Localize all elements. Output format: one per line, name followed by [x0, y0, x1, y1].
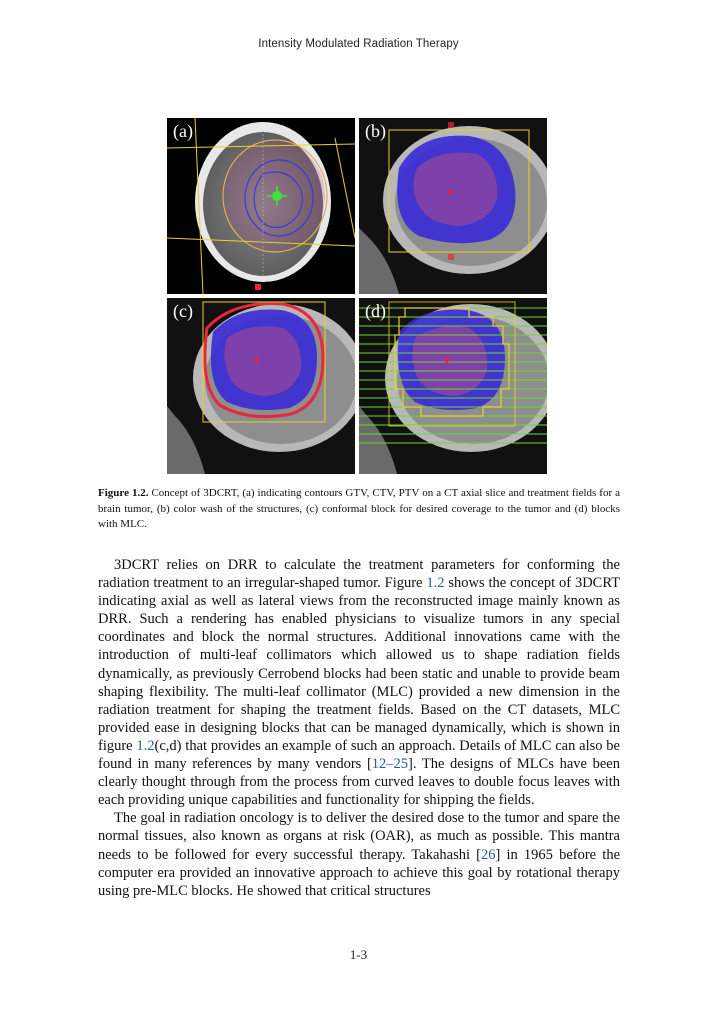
- paragraph-2-text-2: ] in 1965 before the computer era provided an innovative approach to achieve this goal by rotational therapy using pre-MLC blocks. He showed that critical structures: [98, 846, 620, 899]
- panel-a-ct-axial: [167, 118, 355, 294]
- figure-reference-link[interactable]: 1.2: [426, 575, 445, 592]
- paragraph-1-text-1: 3DCRT relies on DRR to calculate the treatment parameters for conforming the radiation treatment to an irregular-shaped tumor. Figure: [98, 557, 620, 592]
- caption-label: Figure 1.2.: [98, 487, 149, 499]
- paragraph-1-text-3: (c,d) that provides an example of such an approach. Details of MLC can also be found in many references by many vendors [: [98, 737, 620, 773]
- panel-label-c: (c): [173, 301, 193, 321]
- paragraph-1-text-4: ]. The designs of MLCs have been clearly thought through from the process from curved leaves to double focus leaves with each providing unique capabilities and functionality for shipping the fields.: [98, 756, 620, 809]
- isocenter-marker: [445, 358, 450, 363]
- paragraph-1: [98, 556, 620, 809]
- gtv-color-wash: [224, 326, 301, 396]
- figure-caption: [98, 486, 620, 533]
- figure-reference-link[interactable]: 1.2: [136, 737, 155, 754]
- citation-link[interactable]: 12–25: [371, 756, 409, 773]
- citation-link[interactable]: 26: [481, 846, 496, 863]
- paragraph-1-text-2: shows the concept of 3DCRT indicating axial as well as lateral views from the reconstructed image mainly known as DRR. Such a rendering has enabled physicians to visualize tumors in any special coordinates and block the normal structures. Additional innovations came with the introduction of multi-leaf collimators which allowed us to shape radiation fields dynamically, as previously Cerrobend blocks had been static and unable to provide beam shaping flexibility. The multi-leaf collimator (MLC) provided a new dimension in the radiation treatment for shaping the treatment fields. Based on the CT datasets, MLC provided ease in designing blocks that can be managed dynamically, which is shown in figure: [98, 575, 621, 754]
- panel-label-a: (a): [173, 121, 193, 141]
- paragraph-2: [98, 809, 620, 899]
- field-marker: [255, 284, 261, 290]
- panel-label-b: (b): [365, 121, 386, 141]
- body-text: [98, 556, 620, 900]
- caption-text: Concept of 3DCRT, (a) indicating contours GTV, CTV, PTV on a CT axial slice and treatment fields for a brain tumor, (b) color wash of the structures, (c) conformal block for desired coverage to the tumor and (d) blocks with MLC.: [98, 487, 621, 530]
- panel-d-mlc-blocks: [359, 298, 547, 474]
- drr-color-wash-image: [359, 118, 547, 294]
- ct-axial-image: [167, 118, 355, 294]
- mlc-blocks-image: [359, 298, 547, 474]
- panel-label-d: (d): [365, 301, 386, 321]
- conformal-block-image: [167, 298, 355, 474]
- isocenter-marker: [449, 190, 454, 195]
- page-number: 1-3: [349, 947, 368, 962]
- figure-1-2: [167, 118, 550, 474]
- panel-c-conformal-block: [167, 298, 355, 474]
- isocenter-marker: [255, 358, 260, 363]
- paragraph-2-text-1: The goal in radiation oncology is to deliver the desired dose to the tumor and spare the normal tissues, also known as organs at risk (OAR), as much as possible. This mantra needs to be followed for every successful therapy. Takahashi [: [98, 810, 620, 863]
- running-header: Intensity Modulated Radiation Therapy: [258, 38, 459, 50]
- panel-b-color-wash: [359, 118, 547, 294]
